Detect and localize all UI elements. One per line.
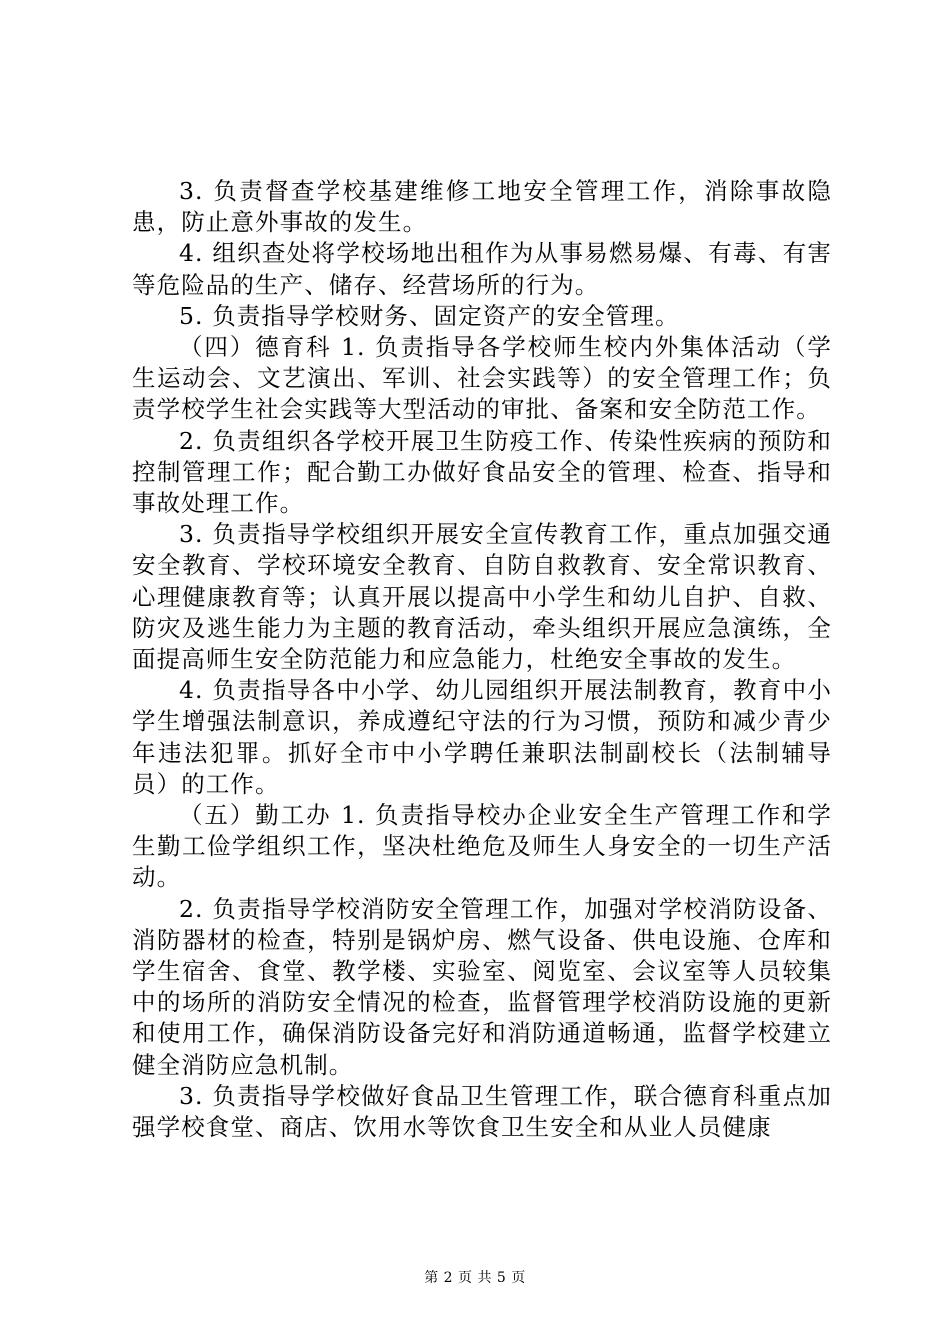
document-body <box>132 176 832 1143</box>
paragraph-8: （五）勤工办 1. 负责指导校办企业安全生产管理工作和学生勤工俭学组织工作，坚决杜绝危及师生人身安全的一切生产活动。 <box>132 801 832 892</box>
paragraph-10: 3. 负责指导学校做好食品卫生管理工作，联合德育科重点加强学校食堂、商店、饮用水等饮食卫生安全和从业人员健康 <box>132 1081 832 1142</box>
paragraph-5: 2. 负责组织各学校开展卫生防疫工作、传染性疾病的预防和控制管理工作；配合勤工办做好食品安全的管理、检查、指导和事故处理工作。 <box>132 426 832 518</box>
paragraph-7: 4. 负责指导各中小学、幼儿园组织开展法制教育，教育中小学生增强法制意识，养成遵纪守法的行为习惯，预防和减少青少年违法犯罪。抓好全市中小学聘任兼职法制副校长（法制辅导员）的工作。 <box>132 676 832 798</box>
paragraph-4: （四）德育科 1. 负责指导各学校师生校内外集体活动（学生运动会、文艺演出、军训、社会实践等）的安全管理工作；负责学校学生社会实践等大型活动的审批、备案和安全防范工作。 <box>132 333 832 424</box>
paragraph-9: 2. 负责指导学校消防安全管理工作，加强对学校消防设备、消防器材的检查，特别是锅炉房、燃气设备、供电设施、仓库和学生宿舍、食堂、教学楼、实验室、阅览室、会议室等人员较集中的场所的消防安全情况的检查，监督管理学校消防设施的更新和使用工作，确保消防设备完好和消防通道畅通，监督学校建立健全消防应急机制。 <box>132 894 832 1079</box>
paragraph-6: 3. 负责指导学校组织开展安全宣传教育工作，重点加强交通安全教育、学校环境安全教育、自防自救教育、安全常识教育、心理健康教育等；认真开展以提高中小学生和幼儿自护、自救、防灾及逃生能力为主题的教育活动，牵头组织开展应急演练，全面提高师生安全防范能力和应急能力，杜绝安全事故的发生。 <box>132 520 832 674</box>
paragraph-2: 4. 组织查处将学校场地出租作为从事易燃易爆、有毒、有害等危险品的生产、储存、经营场所的行为。 <box>132 239 832 299</box>
page-footer: 第 2 页 共 5 页 <box>424 1270 526 1286</box>
paragraph-1: 3. 负责督查学校基建维修工地安全管理工作，消除事故隐患，防止意外事故的发生。 <box>132 177 832 237</box>
paragraph-3: 5. 负责指导学校财务、固定资产的安全管理。 <box>179 301 680 330</box>
